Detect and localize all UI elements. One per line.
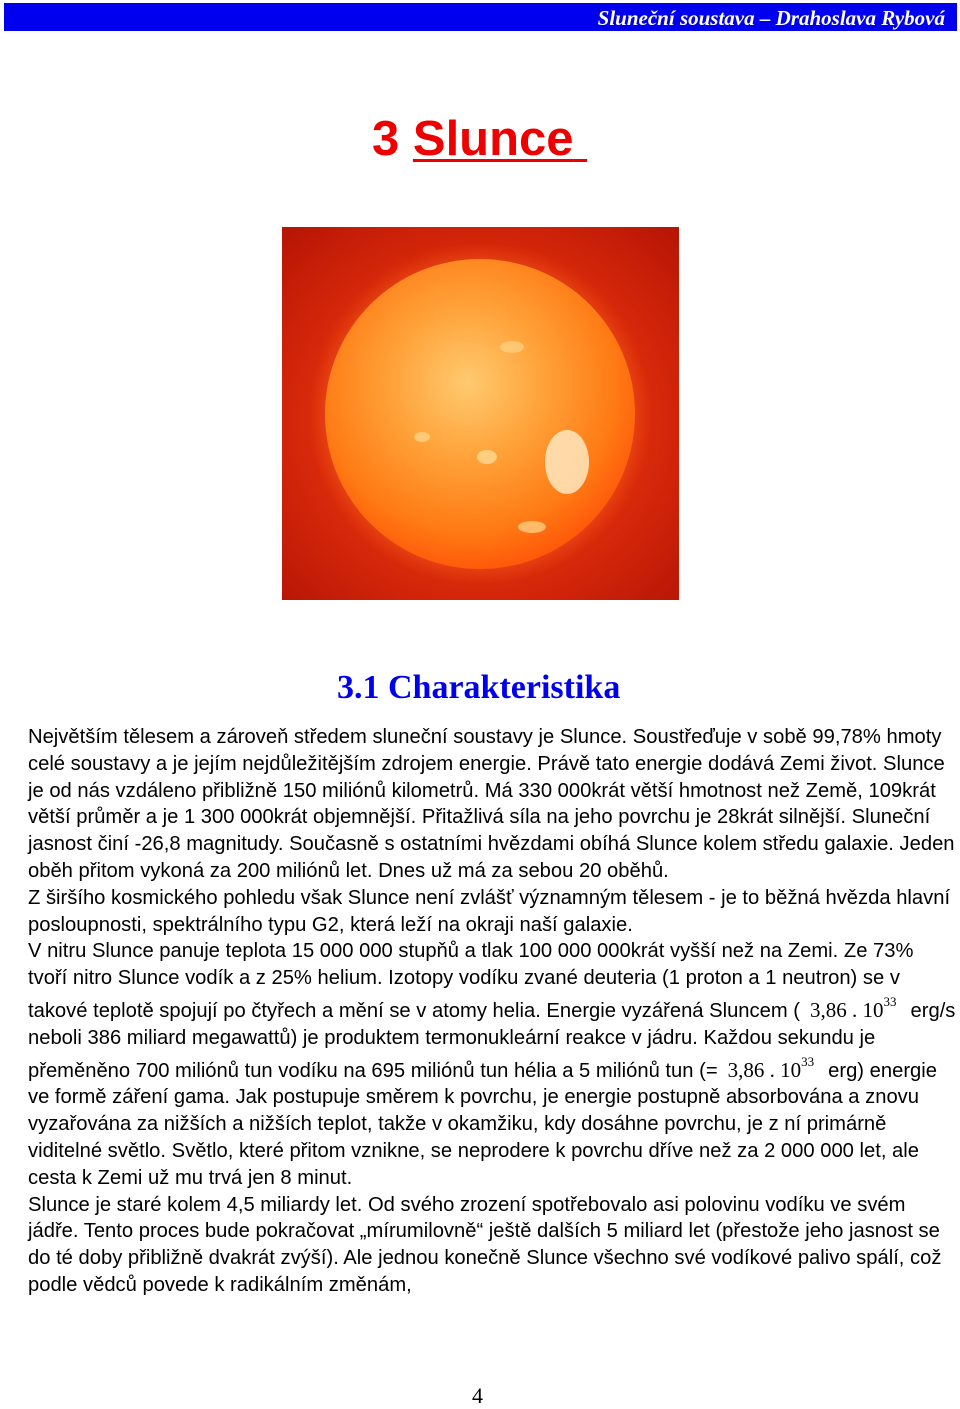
paragraph-3-part-a: V nitru Slunce panuje teplota 15 000 000 stupňů a tlak 100 000 000krát vyšší než na Zemi. Ze 73% tvoří nitro Slunce vodík a z 25% helium. Izotopy vodíku zvané deuteria (1 proton a 1 neutron) se v takové teplotě spojují po čtyřech a mění se v atomy helia. Energie vyzářená Sluncem ( — [28, 940, 914, 1022]
header-bar — [4, 3, 957, 31]
sun-photo-icon — [282, 227, 679, 600]
sun-bright-region — [477, 450, 497, 464]
paragraph-4: Slunce je staré kolem 4,5 miliardy let. Od svého zrození spotřebovalo asi polovinu vodíku ve svém jádře. Tento proces bude pokračovat „mírumilovně“ ještě dalších 5 miliard let (přestože jeho jasnost se do té doby přibližně dvakrát zvýší). Ale jednou konečně Slunce všechno své vodíkové palivo spálí, což podle vědců povede k radikálním změnám, — [28, 1193, 942, 1296]
body-text — [5, 724, 957, 1299]
math-expression-1 — [800, 992, 911, 1024]
sun-photo — [282, 227, 679, 600]
sun-disc — [325, 259, 635, 569]
chapter-title-text: Slunce — [412, 112, 574, 166]
paragraph-1: Největším tělesem a zároveň středem sluneční soustavy je Slunce. Soustřeďuje v sobě 99,78% hmoty celé soustavy a je jejím nejdůležitějším zdrojem energie. Právě tato energie dodává Zemi život. Slunce je od nás vzdáleno přibližně 150 miliónů kilometrů. Má 330 000krát větší hmotnost než Země, 109krát větší průměr a je 1 300 000krát objemnější. Přitažlivá síla na jeho povrchu je 28krát silnější. Sluneční jasnost činí -26,8 magnitudy. Současně s ostatními hvězdami obíhá Slunce kolem středu galaxie. Jeden oběh přitom vykoná za 200 miliónů let. Dnes už má za sebou 20 oběhů. — [28, 726, 955, 882]
math-1-exponent: 33 — [883, 993, 897, 1009]
running-title: Sluneční soustava – Drahoslava Rybová — [597, 6, 945, 30]
math-2-base: 3,86 . 10 — [727, 1057, 802, 1082]
paragraph-2: Z širšího kosmického pohledu však Slunce není zvlášť významným tělesem - je to běžná hvězda hlavní posloupnosti, spektrálního typu G2, která leží na okraji naší galaxie. — [28, 886, 951, 936]
chapter-number: 3 — [372, 112, 400, 166]
paragraph-3-part-b: erg/s neboli 386 miliard megawattů) je produktem termonukleární reakce v jádru. Každou sekundu je přeměněno 700 miliónů tun vodíku na 695 miliónů tun hélia a 5 miliónů tun (= — [28, 999, 956, 1082]
math-1-base: 3,86 . 10 — [810, 997, 884, 1022]
chapter-title-link[interactable] — [413, 112, 587, 166]
paragraph-3-part-c: erg) energie ve formě záření gama. Jak postupuje směrem k povrchu, je energie postupně absorbována a znovu vyzařována za nižších a nižších teplot, takže v okamžiku, kdy dosáhne povrchu, je z ní primárně viditelné světlo. Světlo, které přitom vznikne, se neprodere k povrchu dříve než za 2 000 000 let, ale cesta k Zemi už mu trvá jen 8 minut. — [28, 1059, 937, 1189]
page-number: 4 — [472, 1383, 483, 1408]
math-2-exponent: 33 — [801, 1053, 815, 1069]
paragraph-3 — [5, 938, 957, 1191]
section-title: 3.1 Charakteristika — [337, 669, 621, 706]
sun-bright-region — [500, 341, 524, 353]
sun-bright-region — [545, 430, 589, 494]
chapter-title — [372, 113, 587, 167]
sun-bright-region — [414, 432, 430, 442]
sun-bright-region — [518, 521, 546, 533]
math-expression-2 — [718, 1052, 829, 1084]
